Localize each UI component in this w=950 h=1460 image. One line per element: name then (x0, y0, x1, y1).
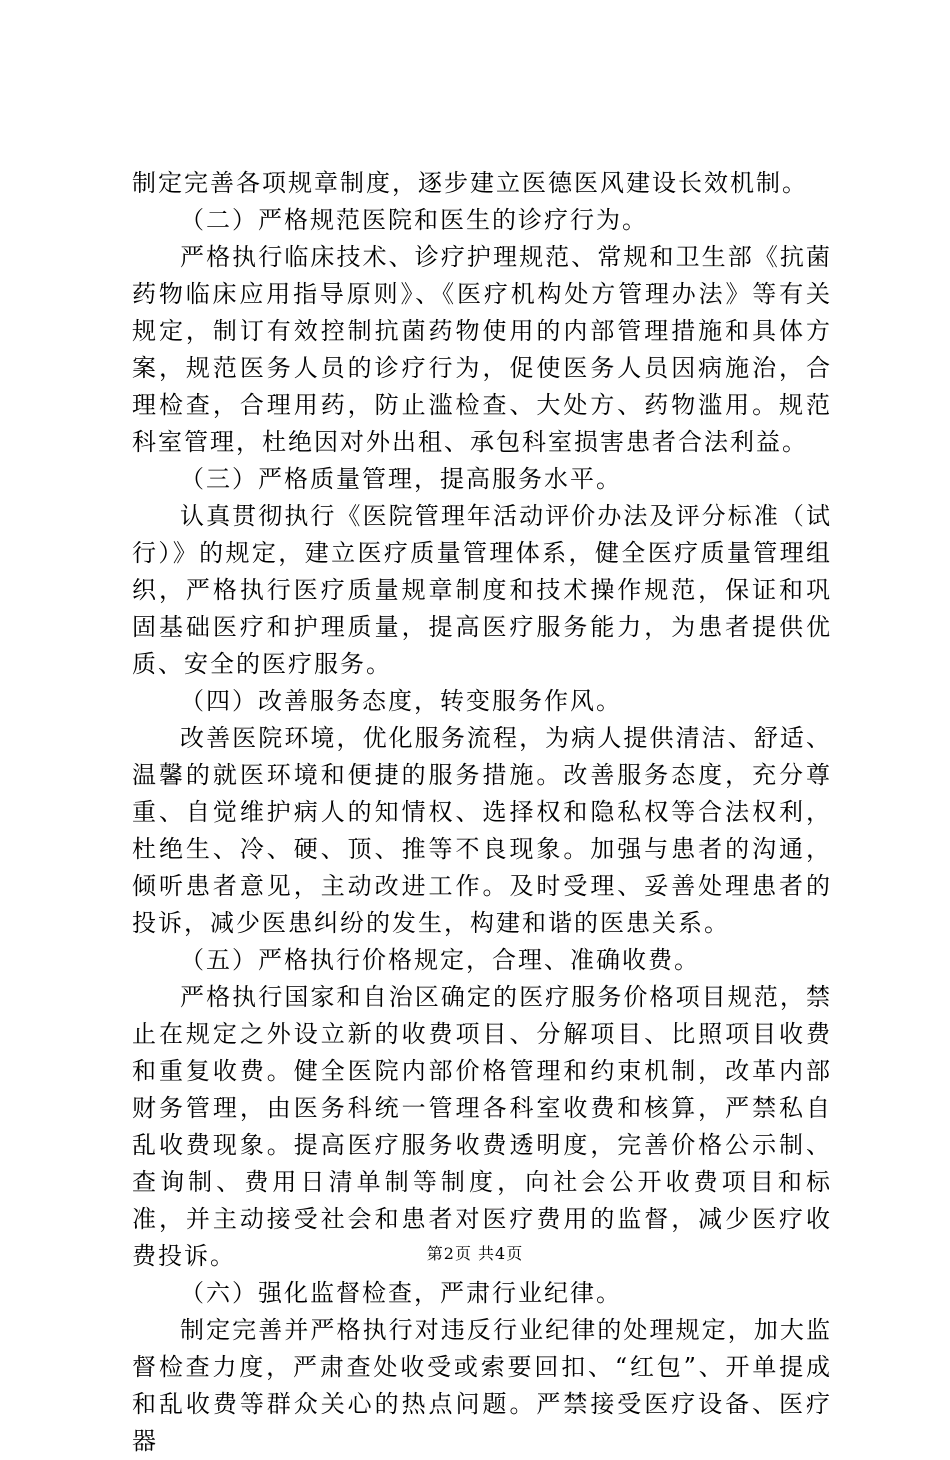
section-heading-4: （四）改善服务态度，转变服务作风。 (180, 687, 622, 715)
page-footer: 第2页 共4页 (426, 1244, 524, 1263)
paragraph-5: 认真贯彻执行《医院管理年活动评价办法及评分标准（试行）》的规定，建立医疗质量管理体系，健全医疗质量管理组织，严格执行医疗质量规章制度和技术操作规范，保证和巩固基础医疗和护理质量，提高医疗服务能力，为患者提供优质、安全的医疗服务。 (132, 502, 832, 678)
paragraph-9: 严格执行国家和自治区确定的医疗服务价格项目规范，禁止在规定之外设立新的收费项目、分解项目、比照项目收费和重复收费。健全医院内部价格管理和约束机制，改革内部财务管理，由医务科统一管理各科室收费和核算，严禁私自乱收费现象。提高医疗服务收费透明度，完善价格公示制、查询制、费用日清单制等制度，向社会公开收费项目和标准，并主动接受社会和患者对医疗费用的监督，减少医疗收费投诉。 (132, 983, 832, 1270)
section-heading-5: （五）严格执行价格规定，合理、准确收费。 (180, 946, 700, 974)
section-heading-6: （六）强化监督检查，严肃行业纪律。 (180, 1279, 622, 1307)
paragraph-7: 改善医院环境，优化服务流程，为病人提供清洁、舒适、温馨的就医环境和便捷的服务措施。改善服务态度，充分尊重、自觉维护病人的知情权、选择权和隐私权等合法权利，杜绝生、冷、硬、顶、推等不良现象。加强与患者的沟通，倾听患者意见，主动改进工作。及时受理、妥善处理患者的投诉，减少医患纠纷的发生，构建和谐的医患关系。 (132, 724, 832, 937)
paragraph-3: 严格执行临床技术、诊疗护理规范、常规和卫生部《抗菌药物临床应用指导原则》、《医疗机构处方管理办法》等有关规定，制订有效控制抗菌药物使用的内部管理措施和具体方案，规范医务人员的诊疗行为，促使医务人员因病施治，合理检查，合理用药，防止滥检查、大处方、药物滥用。规范科室管理，杜绝因对外出租、承包科室损害患者合法利益。 (132, 243, 832, 456)
paragraph-1: 制定完善各项规章制度，逐步建立医德医风建设长效机制。 (132, 169, 808, 197)
section-heading-3: （三）严格质量管理，提高服务水平。 (180, 465, 622, 493)
document-body (132, 165, 832, 1460)
paragraph-11: 制定完善并严格执行对违反行业纪律的处理规定，加大监督检查力度，严肃查处收受或索要回扣、“红包”、开单提成和乱收费等群众关心的热点问题。严禁接受医疗设备、医疗器 (132, 1316, 832, 1455)
section-heading-2: （二）严格规范医院和医生的诊疗行为。 (180, 206, 648, 234)
